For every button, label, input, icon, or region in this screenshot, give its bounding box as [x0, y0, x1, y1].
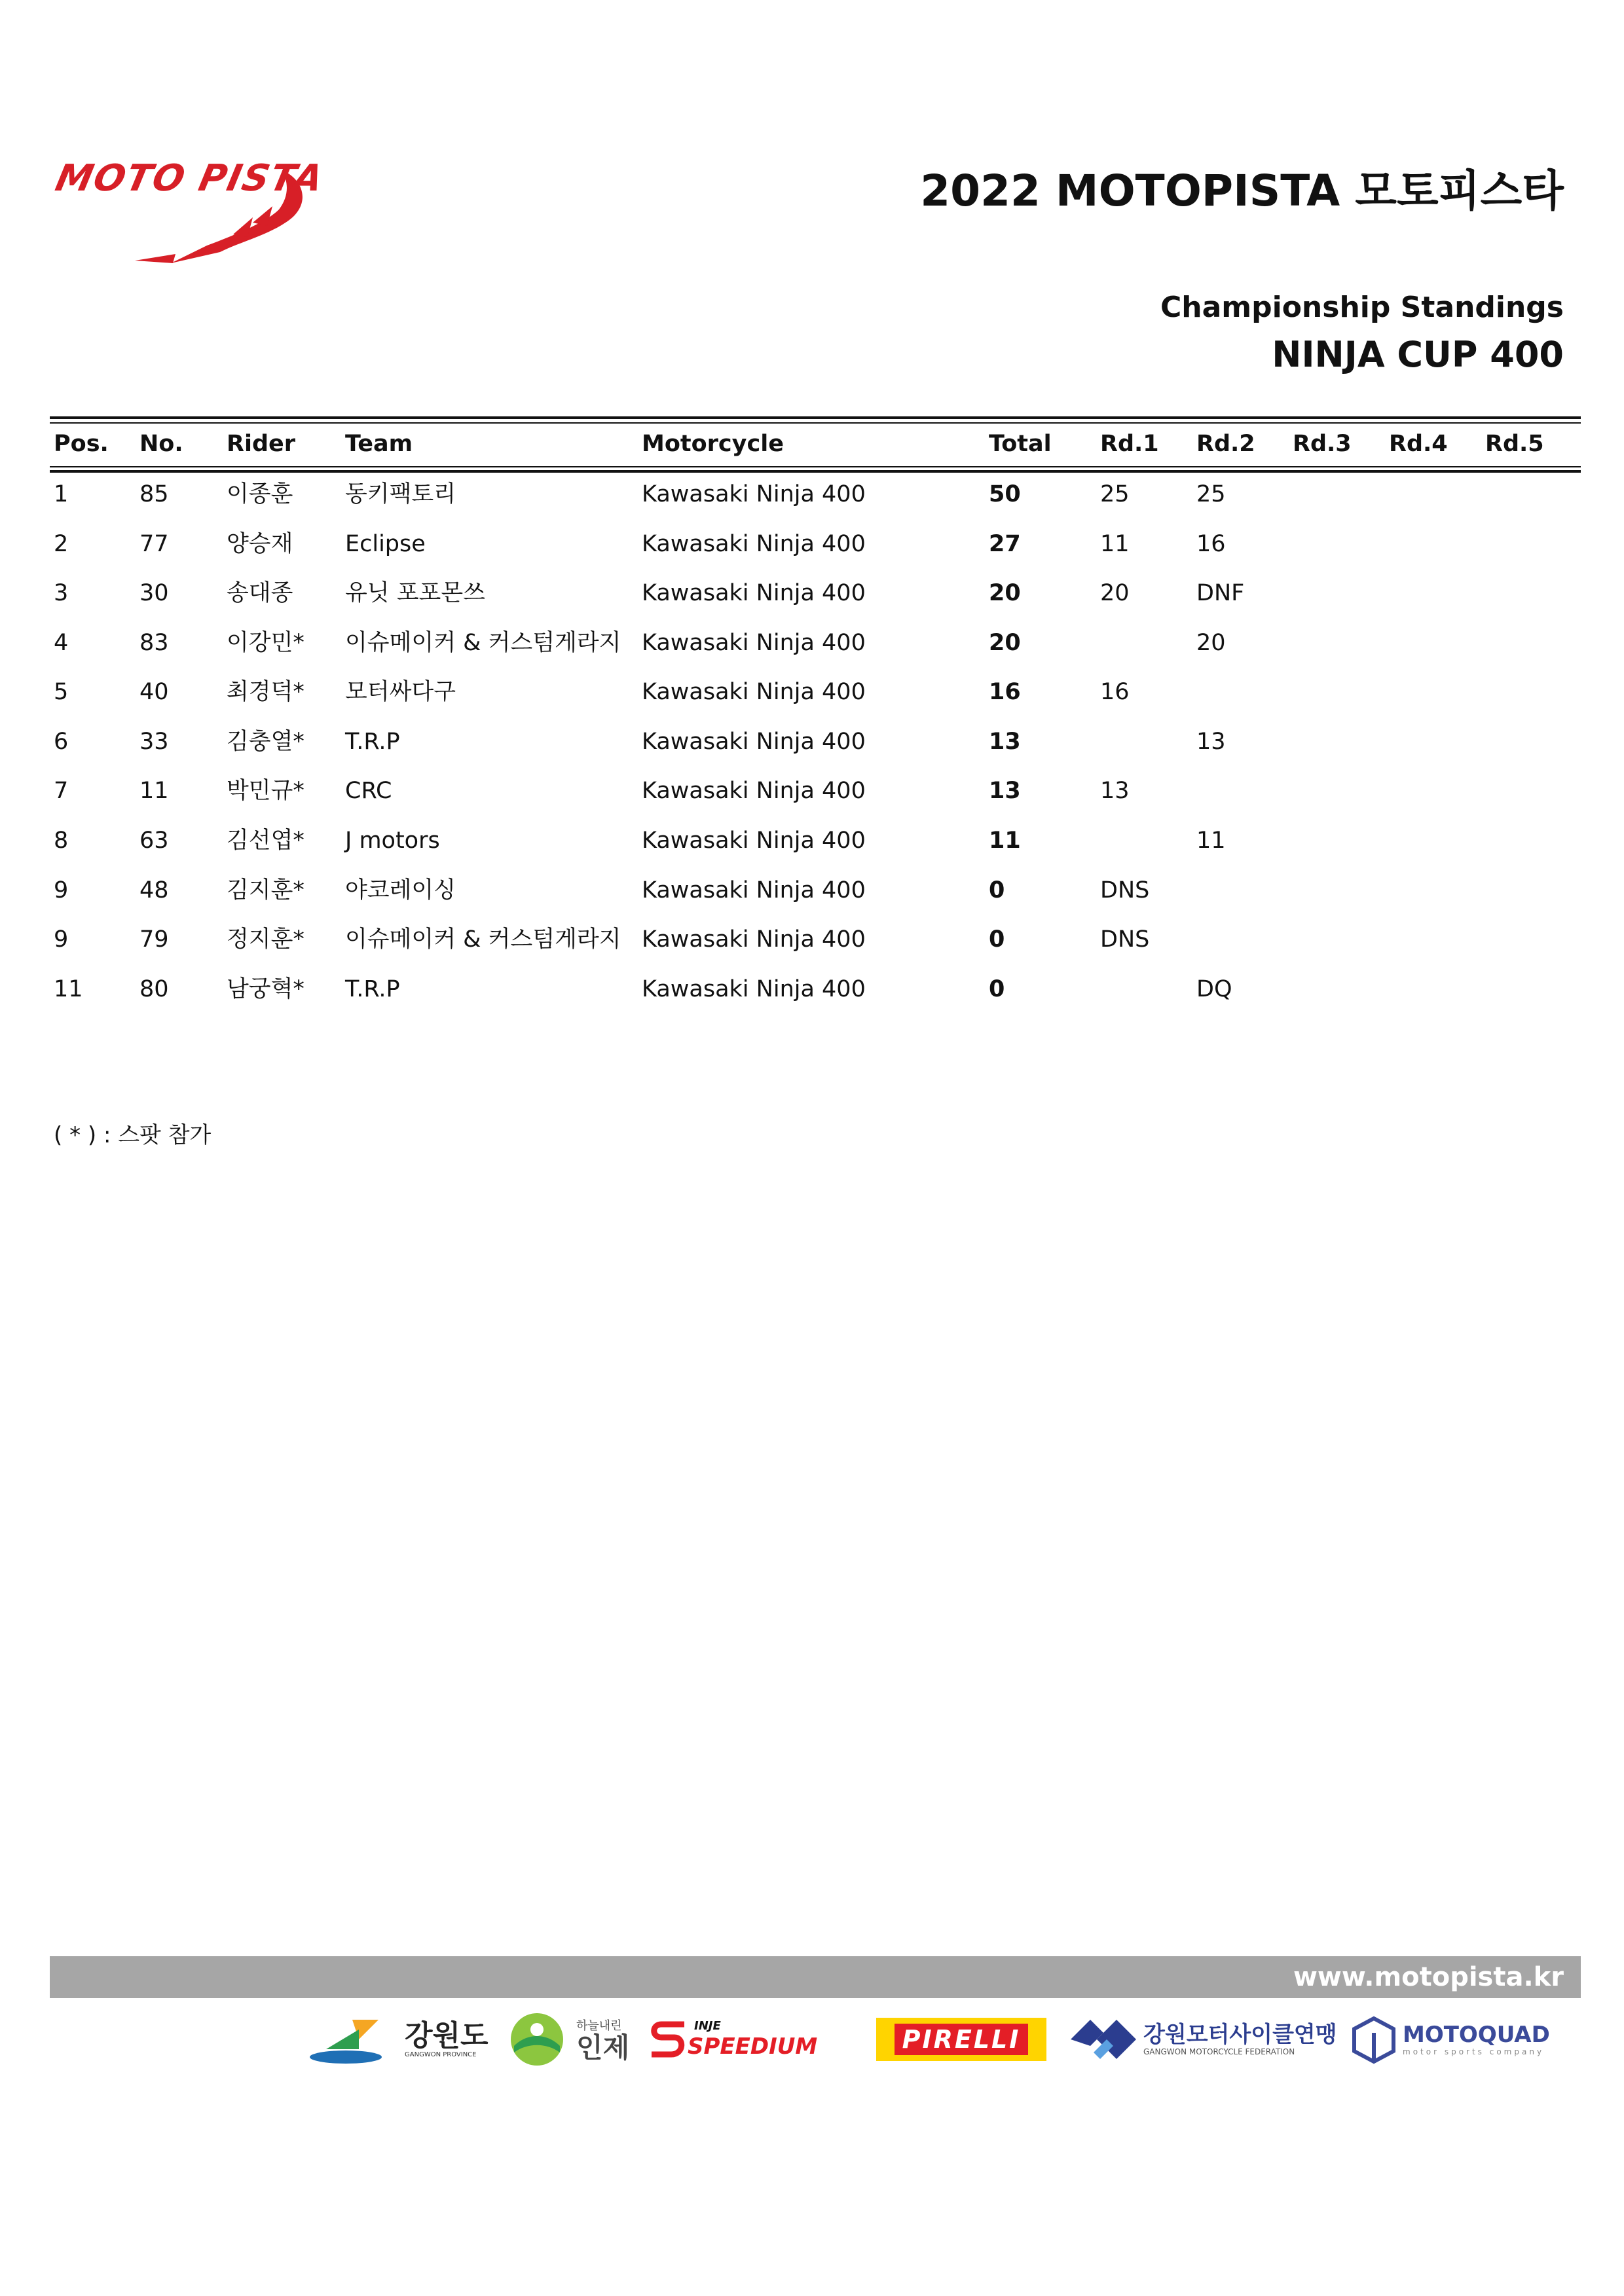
cell-pos: 11 [54, 976, 83, 1002]
table-row [0, 970, 1624, 1009]
cell-pos: 3 [54, 580, 69, 606]
cell-motorcycle: Kawasaki Ninja 400 [642, 778, 866, 804]
cell-team: 이슈메이커 & 커스텀게라지 [345, 630, 621, 656]
cell-rd2: 11 [1196, 828, 1226, 854]
cell-no: 40 [139, 679, 169, 705]
cell-rd1: 11 [1100, 531, 1130, 557]
cell-no: 85 [139, 481, 169, 507]
cell-motorcycle: Kawasaki Ninja 400 [642, 481, 866, 507]
category-title: NINJA CUP 400 [1272, 334, 1564, 375]
federation-sub: GANGWON MOTORCYCLE FEDERATION [1143, 2047, 1295, 2056]
col-header-rider: Rider [227, 431, 295, 457]
cell-rd1: 25 [1100, 481, 1130, 507]
col-header-motorcycle: Motorcycle [642, 431, 784, 457]
cell-motorcycle: Kawasaki Ninja 400 [642, 679, 866, 705]
cell-rd2: DNF [1196, 580, 1245, 606]
cell-pos: 9 [54, 926, 69, 953]
table-row [0, 475, 1624, 514]
motoquad-box-icon [1349, 2013, 1399, 2066]
cell-team: CRC [345, 778, 392, 804]
cell-team: Eclipse [345, 531, 426, 557]
cell-rider: 남궁혁* [227, 976, 304, 1002]
cell-pos: 1 [54, 481, 69, 507]
cell-motorcycle: Kawasaki Ninja 400 [642, 877, 866, 903]
cell-team: 모터싸다구 [345, 679, 456, 705]
cell-motorcycle: Kawasaki Ninja 400 [642, 630, 866, 656]
header-top-rule-thin [50, 422, 1581, 424]
table-row [0, 524, 1624, 564]
table-row [0, 672, 1624, 712]
col-header-pos: Pos. [54, 431, 109, 457]
cell-team: T.R.P [345, 729, 400, 755]
cell-pos: 6 [54, 729, 69, 755]
table-row [0, 771, 1624, 811]
cell-pos: 5 [54, 679, 69, 705]
table-row [0, 722, 1624, 761]
cell-total: 13 [989, 729, 1021, 755]
inje-emblem-icon [504, 2010, 570, 2069]
gangwon-name: 강원도 [405, 2018, 489, 2052]
cell-pos: 9 [54, 877, 69, 903]
page-title: 2022 MOTOPISTA 모토피스타 [920, 166, 1564, 216]
cell-total: 0 [989, 976, 1005, 1002]
motopista-logo [52, 144, 328, 275]
cell-total: 27 [989, 531, 1021, 557]
col-header-rd2: Rd.2 [1196, 431, 1255, 457]
cell-motorcycle: Kawasaki Ninja 400 [642, 531, 866, 557]
sponsor-inje-logo [504, 2003, 629, 2075]
header-bottom-rule-thick [50, 470, 1581, 473]
inje-small: 하늘내린 [576, 2019, 622, 2033]
col-header-total: Total [989, 431, 1052, 457]
inje-name: 인제 [576, 2032, 630, 2064]
cell-total: 50 [989, 481, 1021, 507]
table-row [0, 623, 1624, 663]
cell-motorcycle: Kawasaki Ninja 400 [642, 828, 866, 854]
cell-rider: 김선엽* [227, 828, 304, 854]
cell-rd1: 16 [1100, 679, 1130, 705]
cell-rd2: 20 [1196, 630, 1226, 656]
cell-rider: 이강민* [227, 630, 304, 656]
speedium-small: INJE [694, 2019, 721, 2033]
sponsor-inje-speedium-logo [648, 2003, 858, 2075]
table-header [0, 424, 1624, 464]
cell-total: 0 [989, 926, 1005, 953]
cell-rider: 김충열* [227, 729, 304, 755]
gangwon-emblem-icon [306, 2010, 398, 2069]
header-top-rule [50, 416, 1581, 419]
cell-no: 48 [139, 877, 169, 903]
cell-team: 유닛 포포몬쓰 [345, 580, 485, 606]
table-row [0, 871, 1624, 910]
table-row [0, 920, 1624, 959]
cell-total: 20 [989, 580, 1021, 606]
gangwon-sub: GANGWON PROVINCE [405, 2050, 477, 2058]
header-bottom-rule [50, 466, 1581, 467]
cell-rd2: DQ [1196, 976, 1232, 1002]
col-header-rd3: Rd.3 [1293, 431, 1352, 457]
cell-no: 77 [139, 531, 169, 557]
cell-no: 83 [139, 630, 169, 656]
cell-total: 16 [989, 679, 1021, 705]
cell-rd1: 13 [1100, 778, 1130, 804]
cell-no: 11 [139, 778, 169, 804]
col-header-no: No. [139, 431, 183, 457]
pirelli-name: PIRELLI [895, 2024, 1029, 2055]
motoquad-name: MOTOQUAD [1403, 2022, 1550, 2048]
cell-team: 동키팩토리 [345, 481, 456, 507]
table-row [0, 821, 1624, 860]
cell-rider: 김지훈* [227, 877, 304, 903]
cell-rd1: DNS [1100, 926, 1150, 953]
cell-rd1: DNS [1100, 877, 1150, 903]
cell-no: 63 [139, 828, 169, 854]
sponsor-gangwon-logo [306, 2003, 489, 2075]
cell-total: 20 [989, 630, 1021, 656]
cell-team: 이슈메이커 & 커스텀게라지 [345, 926, 621, 953]
cell-rd1: 20 [1100, 580, 1130, 606]
website-link[interactable]: www.motopista.kr [1293, 1962, 1564, 1992]
cell-motorcycle: Kawasaki Ninja 400 [642, 580, 866, 606]
speedium-s-icon [648, 2016, 688, 2062]
cell-rider: 이종훈 [227, 481, 293, 507]
cell-motorcycle: Kawasaki Ninja 400 [642, 976, 866, 1002]
cell-total: 13 [989, 778, 1021, 804]
standings-subtitle: Championship Standings [1160, 291, 1564, 324]
cell-rd2: 25 [1196, 481, 1226, 507]
sponsor-federation-logo [1067, 2003, 1337, 2075]
logo-wordmark: MOTO PISTA [52, 157, 328, 200]
cell-pos: 4 [54, 630, 69, 656]
sponsor-pirelli-logo [876, 2003, 1046, 2075]
cell-rider: 정지훈* [227, 926, 304, 953]
cell-pos: 2 [54, 531, 69, 557]
federation-name: 강원모터사이클연맹 [1143, 2022, 1337, 2048]
cell-motorcycle: Kawasaki Ninja 400 [642, 729, 866, 755]
cell-team: J motors [345, 828, 440, 854]
cell-team: 야코레이싱 [345, 877, 456, 903]
federation-chevron-icon [1067, 2013, 1139, 2066]
table-row [0, 574, 1624, 613]
cell-no: 30 [139, 580, 169, 606]
cell-no: 79 [139, 926, 169, 953]
col-header-rd4: Rd.4 [1389, 431, 1448, 457]
footnote-spot-entry: ( * ) : 스팟 참가 [54, 1122, 212, 1148]
cell-rd2: 13 [1196, 729, 1226, 755]
col-header-rd5: Rd.5 [1485, 431, 1544, 457]
sponsor-motoquad-logo [1349, 2003, 1550, 2075]
cell-total: 11 [989, 828, 1021, 854]
cell-team: T.R.P [345, 976, 400, 1002]
col-header-rd1: Rd.1 [1100, 431, 1159, 457]
cell-rider: 박민규* [227, 778, 304, 804]
cell-rd2: 16 [1196, 531, 1226, 557]
cell-motorcycle: Kawasaki Ninja 400 [642, 926, 866, 953]
motoquad-sub: motor sports company [1403, 2047, 1545, 2056]
speedium-name: SPEEDIUM [688, 2033, 818, 2060]
cell-total: 0 [989, 877, 1005, 903]
cell-rider: 최경덕* [227, 679, 304, 705]
cell-no: 80 [139, 976, 169, 1002]
cell-no: 33 [139, 729, 169, 755]
cell-pos: 8 [54, 828, 69, 854]
cell-rider: 양승재 [227, 531, 293, 557]
cell-pos: 7 [54, 778, 69, 804]
cell-rider: 송대종 [227, 580, 293, 606]
col-header-team: Team [345, 431, 413, 457]
